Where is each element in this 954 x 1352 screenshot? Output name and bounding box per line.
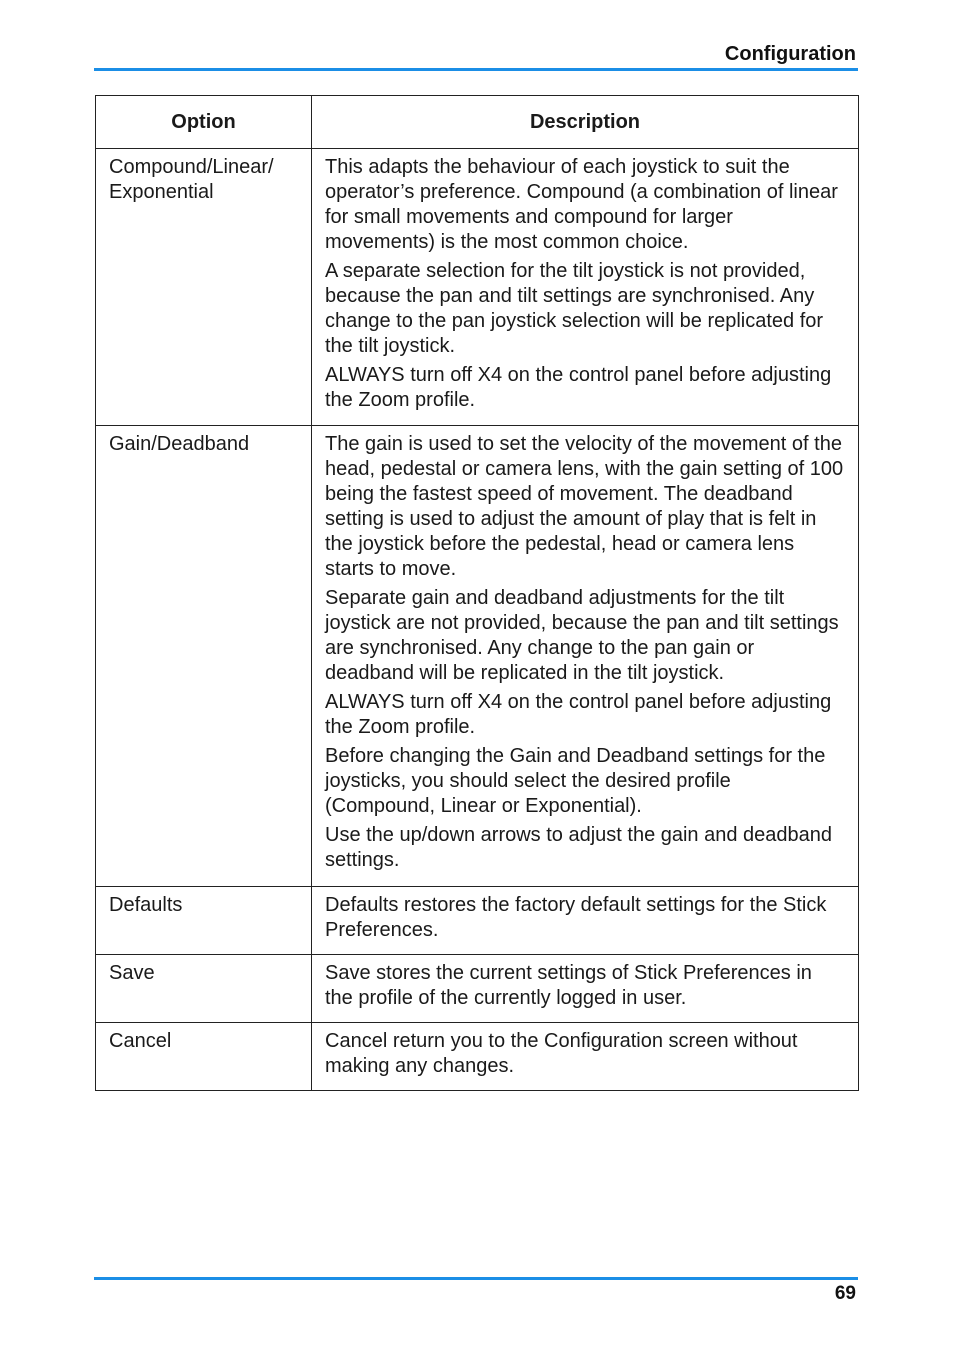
column-header-description: Description [312,96,859,149]
table-row [96,149,859,426]
description-paragraph: ALWAYS turn off X4 on the control panel before adjusting the Zoom profile. [325,691,832,738]
description-paragraph: Cancel return you to the Configuration screen without making any changes. [325,1030,798,1077]
table-row [96,1023,859,1091]
description-paragraph: Defaults restores the factory default settings for the Stick Preferences. [325,894,827,941]
description-paragraph: A separate selection for the tilt joystick is not provided, because the pan and tilt settings are synchronised. Any change to the pan joystick selection will be replicated for the tilt joystick. [325,260,824,357]
option-cell: Compound/Linear/ Exponential [96,149,312,426]
description-cell [312,955,859,1023]
column-header-option: Option [96,96,312,149]
footer-rule [94,1277,858,1280]
option-cell: Defaults [96,887,312,955]
description-cell [312,426,859,887]
description-cell [312,1023,859,1091]
page-number: 69 [834,1283,856,1304]
options-table [95,95,859,1091]
option-cell: Cancel [96,1023,312,1091]
description-paragraph: Before changing the Gain and Deadband settings for the joysticks, you should select the desired profile (Compound, Linear or Exponential). [325,745,826,817]
option-cell: Save [96,955,312,1023]
table-row [96,955,859,1023]
table-row [96,426,859,887]
option-cell: Gain/Deadband [96,426,312,887]
description-cell [312,887,859,955]
description-paragraph: Save stores the current settings of Stick Preferences in the profile of the currently logged in user. [325,962,812,1009]
description-paragraph: Separate gain and deadband adjustments for the tilt joystick are not provided, because the pan and tilt settings are synchronised. Any change to the pan gain or deadband will be replicated in the tilt joystick. [325,587,839,684]
description-paragraph: Use the up/down arrows to adjust the gain and deadband settings. [325,824,833,871]
description-paragraph: ALWAYS turn off X4 on the control panel before adjusting the Zoom profile. [325,364,832,411]
table-header-row [96,96,859,149]
description-paragraph: The gain is used to set the velocity of the movement of the head, pedestal or camera lens, with the gain setting of 100 being the fastest speed of movement. The deadband setting is used to adjust the amount of play that is felt in the joystick before the pedestal, head or camera lens starts to move. [325,433,844,580]
description-paragraph: This adapts the behaviour of each joystick to suit the operator’s preference. Compound (a combination of linear for small movements and compound for larger movements) is the most common choice. [325,156,838,253]
description-cell [312,149,859,426]
section-title: Configuration [724,43,856,65]
header-rule [94,68,858,71]
table-row [96,887,859,955]
